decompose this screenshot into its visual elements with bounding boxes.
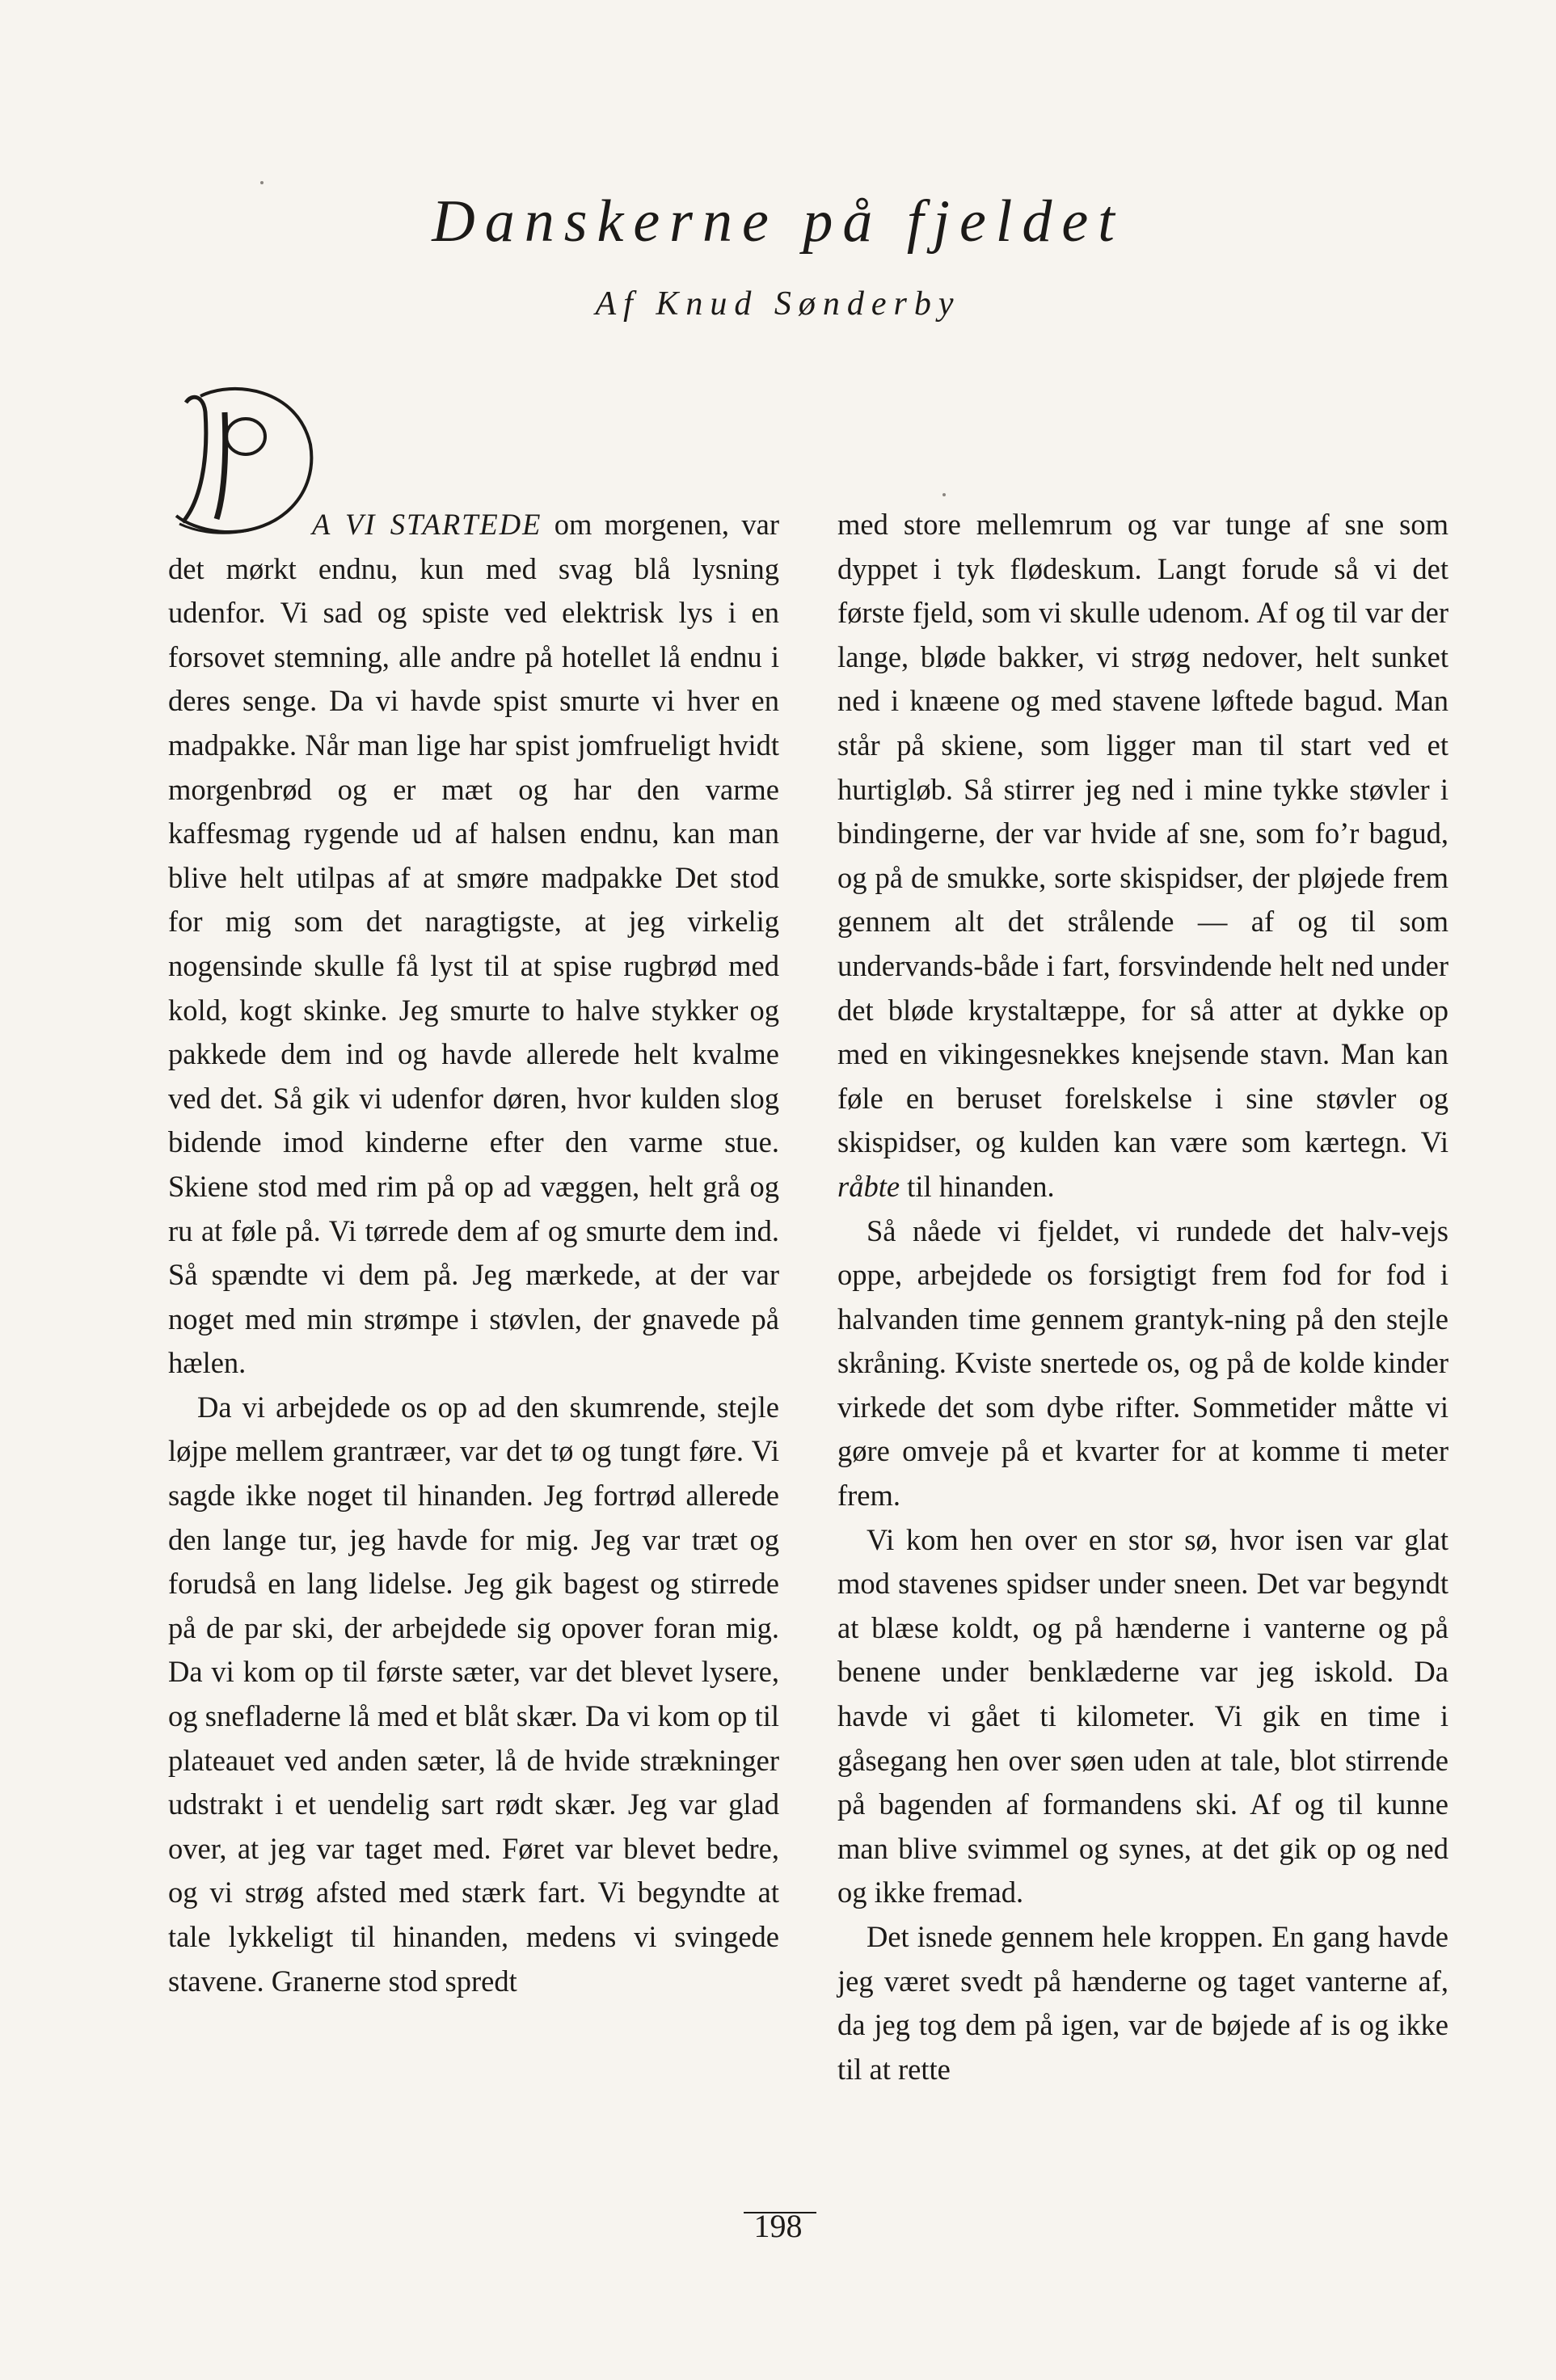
article-title: Danskerne på fjeldet [432,188,1124,255]
stray-dot [260,181,264,184]
paragraph-1-text: om morgenen, var det mørkt endnu, kun med svag blå lysning udenfor. Vi sad og spiste ved elektrisk lys i en forsovet stemning, alle andre på hotellet lå endnu i deres senge. Da vi havde spist smurte vi hver en madpakke. Når man lige har spist jomfrueligt hvidt morgenbrød og er mæt og har den varme kaffesmag rygende ud af halsen endnu, kan man blive helt utilpas af at smøre madpakke Det stod for mig som det naragtigste, at jeg virkelig nogensinde skulle få lyst til at spise rugbrød med kold, kogt skinke. Jeg smurte to halve stykker og pakkede dem ind og havde allerede helt kvalme ved det. Så gik vi udenfor døren, hvor kulden slog bidende imod kinderne efter den varme stue. Skiene stod med rim på op ad væggen, helt grå og ru at føle på. Vi tørrede dem af og smurte dem ind. Så spændte vi dem på. Jeg mærkede, at der var noget med min strømpe i støvlen, der gnavede på hælen. [168,508,779,1380]
paragraph-1 [168,503,779,1386]
paragraph-3 [837,503,1448,1209]
paragraph-3-text-start: med store mellemrum og var tunge af sne som dyppet i tyk flødeskum. Langt forude så vi det første fjeld, som vi skulle udenom. Af og til var der lange, bløde bakker, vi strøg nedover, helt sunket ned i knæene og med stavene løftede bagud. Man står på skiene, som ligger man til start ved et hurtigløb. Så stirrer jeg ned i mine tykke støvler i bindingerne, der var hvide af sne, som fo’r bagud, og på de smukke, sorte skispidser, der pløjede frem gennem alt det strålende — af og til som undervands-både i fart, forsvindende helt ned under det bløde krystaltæppe, for så atter at dykke op med en vikingesnekkes knejsende stavn. Man kan føle en beruset forelskelse i sine støvler og skispidser, og kulden kan være som kærtegn. Vi [837,508,1448,1159]
paragraph-2: Da vi arbejdede os op ad den skumrende, stejle løjpe mellem grantræer, var det tø og tungt føre. Vi sagde ikke noget til hinanden. Jeg fortrød allerede den lange tur, jeg havde for mig. Jeg var træt og forudså en lang lidelse. Jeg gik bagest og stirrede på de par ski, der arbejdede sig opover foran mig. Da vi kom op til første sæter, var det blevet lysere, og snefladerne lå med et blåt skær. Da vi kom op til plateauet ved anden sæter, lå de hvide strækninger udstrakt i et uendelig sart rødt skær. Jeg var glad over, at jeg var taget med. Føret var blevet bedre, og vi strøg afsted med stærk fart. Vi begyndte at tale lykkeligt til hinanden, medens vi svingede stavene. Granerne stod spredt [168,1390,779,1998]
right-column [837,503,1448,2091]
article-byline: Af Knud Sønderby [595,285,961,323]
dropcap-spacer [168,503,312,542]
opening-words: A VI STARTEDE [312,508,542,541]
stray-dot [942,493,946,496]
paragraph-3-italic-word: råbte [837,1169,900,1203]
page-number: 198 [753,2208,803,2244]
paragraph-4: Så nåede vi fjeldet, vi rundede det halv-vejs oppe, arbejdede os forsigtigt frem fod for fod i halvanden time gennem grantyk-ning på den stejle skråning. Kviste snertede os, og på de kolde kinder virkede det som dybe rifter. Sommetider måtte vi gøre omveje på et kvarter for at komme ti meter frem. [837,1213,1448,1513]
left-column [168,503,779,2003]
paragraph-6: Det isnede gennem hele kroppen. En gang havde jeg været svedt på hænderne og taget vanterne af, da jeg tog dem på igen, var de bøjede af is og ikke til at rette [837,1920,1448,2086]
paragraph-3-text-end: til hinanden. [900,1169,1055,1203]
paragraph-5: Vi kom hen over en stor sø, hvor isen var glat mod stavenes spidser under sneen. Det var begyndt at blæse koldt, og på hænderne i vanterne og på benene under benklæderne var jeg iskold. Da havde vi gået ti kilometer. Vi gik en time i gåsegang hen over søen uden at tale, blot stirrende på bagenden af formandens ski. Af og til kunne man blive svimmel og synes, at det gik op og ned og ikke fremad. [837,1522,1448,1909]
